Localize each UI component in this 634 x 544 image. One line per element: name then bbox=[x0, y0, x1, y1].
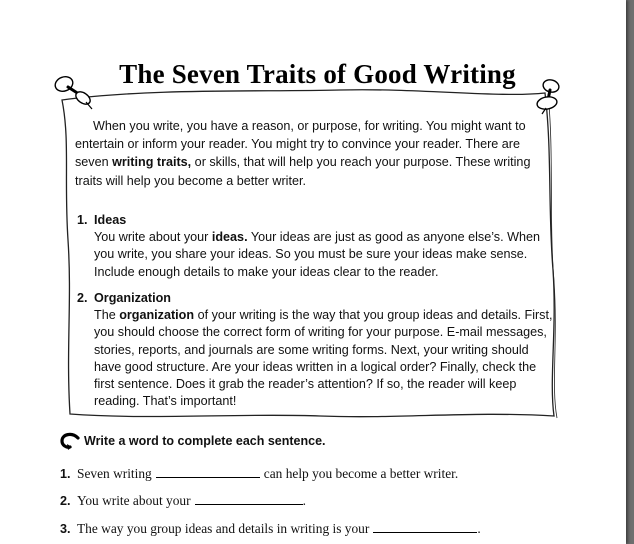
page-title: The Seven Traits of Good Writing bbox=[119, 59, 516, 89]
question-1: 1. Seven writing can help you become a better writer. bbox=[60, 466, 459, 481]
trait-description: The organization of your writing is the way that you group ideas and details. First, you should choose the correct form of writing for your purpose. E-mail messages, stories, reports, and journals are some writing forms. Next, your writing should have good structure. Are your ideas written in a logical order? Finally, check the first sentence. Does it grab the reader’s attention? If so, the reader will keep reading. That’s important! bbox=[94, 308, 553, 409]
trait-organization bbox=[77, 290, 555, 410]
exercise-instruction: Write a word to complete each sentence. bbox=[58, 432, 326, 450]
trait-ideas bbox=[77, 212, 555, 281]
answer-blank[interactable] bbox=[156, 467, 260, 478]
question-3: 3. The way you group ideas and details in writing is your . bbox=[60, 521, 481, 536]
answer-blank[interactable] bbox=[195, 494, 303, 505]
intro-paragraph: When you write, you have a reason, or purpose, for writing. You might want to entertain or inform your reader. You might try to convince your reader. There are seven writing traits, or skills, that will help you reach your purpose. These writing traits will help you become a better writer. bbox=[75, 119, 531, 188]
answer-blank[interactable] bbox=[373, 522, 477, 533]
question-2: 2. You write about your . bbox=[60, 493, 306, 508]
pushpin-icon bbox=[529, 76, 569, 116]
trait-heading: 2. Organization bbox=[77, 291, 171, 305]
trait-heading: 1. Ideas bbox=[77, 213, 127, 227]
swirl-arrow-icon bbox=[58, 432, 82, 450]
trait-description: You write about your ideas. Your ideas are just as good as anyone else’s. When you write, you share your ideas. So you must be sure your ideas make sense. Include enough details to make your ideas clear to the reader. bbox=[94, 230, 540, 279]
pushpin-icon bbox=[52, 72, 102, 112]
